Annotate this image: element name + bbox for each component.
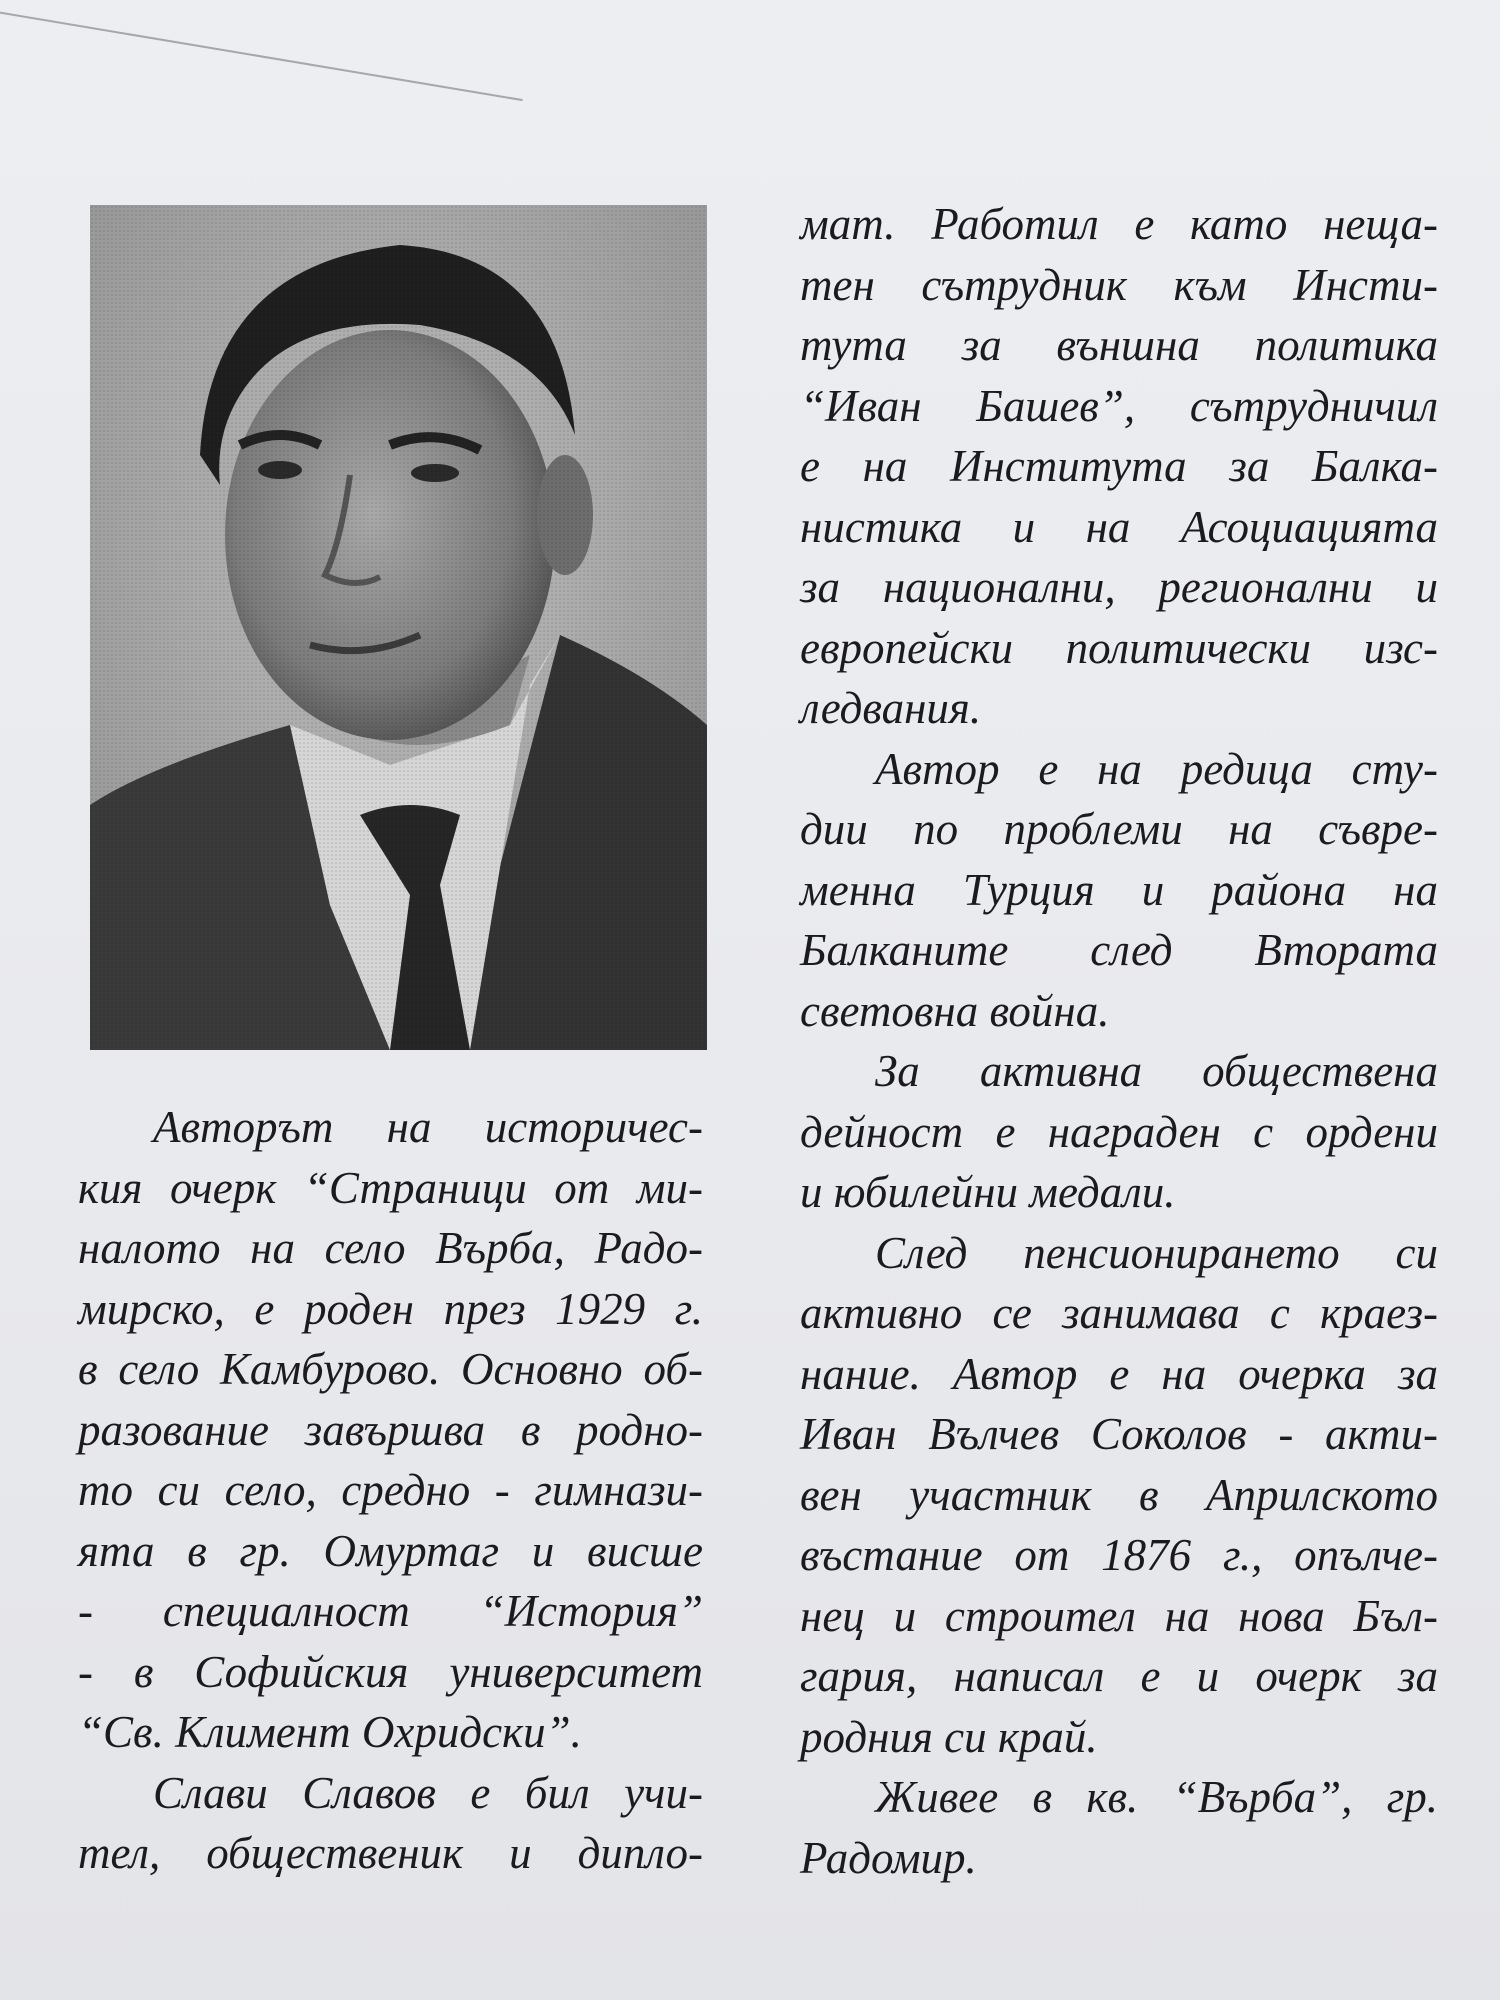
text-line: “Иван Башев”, сътрудничил xyxy=(800,380,1438,431)
text-line: кия очерк “Страници от ми- xyxy=(78,1162,703,1213)
text-line: нание. Автор е на очерка за xyxy=(800,1348,1438,1399)
text-line: тел, общественик и дипло- xyxy=(78,1828,703,1878)
text-line: за национални, регионални и xyxy=(800,562,1438,612)
text-line: ледвания. xyxy=(800,683,982,733)
text-line: След пенсионирането си xyxy=(875,1227,1438,1278)
text-line: тен сътрудник към Инсти- xyxy=(800,259,1438,310)
text-line: - специалност “История” xyxy=(78,1586,703,1636)
text-line: мат. Работил е като неща- xyxy=(800,199,1438,249)
left-text-column xyxy=(78,1097,703,1884)
author-portrait-photo xyxy=(90,205,707,1050)
text-line: налото на село Върба, Радо- xyxy=(78,1223,703,1273)
text-line: дии по проблеми на съвре- xyxy=(800,804,1438,854)
text-line: европейски политически изс- xyxy=(800,622,1438,673)
text-line: “Св. Климент Охридски”. xyxy=(78,1707,582,1757)
text-line: - в Софийския университет xyxy=(78,1646,703,1697)
text-line: родния си край. xyxy=(800,1711,1098,1762)
text-line: ята в гр. Омуртаг и висше xyxy=(78,1525,703,1576)
text-line: За активна обществена xyxy=(875,1046,1438,1096)
text-line: и юбилейни медали. xyxy=(800,1167,1176,1217)
text-line: Слави Славов е бил учи- xyxy=(153,1767,703,1818)
paper-crease xyxy=(0,10,523,101)
text-line: вен участник в Априлското xyxy=(800,1469,1438,1520)
text-line: Живее в кв. “Върба”, гр. xyxy=(875,1772,1438,1822)
text-line: нистика и на Асоциацията xyxy=(800,501,1438,552)
text-line: гария, написал е и очерк за xyxy=(800,1651,1438,1701)
text-line: разование завършва в родно- xyxy=(78,1404,703,1455)
text-line: Автор е на редица сту- xyxy=(875,743,1438,794)
text-line: е на Института за Балка- xyxy=(800,441,1438,491)
text-line: Иван Вълчев Соколов - акти- xyxy=(800,1409,1438,1459)
text-line: световна война. xyxy=(800,985,1110,1036)
text-line: тута за външна политика xyxy=(800,320,1438,370)
text-line: Балканите след Втората xyxy=(800,925,1438,975)
text-line: то си село, средно - гимнази- xyxy=(78,1465,703,1515)
text-line: Радомир. xyxy=(800,1832,977,1883)
text-line: мирско, е роден през 1929 г. xyxy=(78,1283,703,1334)
text-line: въстание от 1876 г., опълче- xyxy=(800,1530,1438,1580)
text-line: нец и строител на нова Бъл- xyxy=(800,1590,1438,1641)
text-line: менна Турция и района на xyxy=(800,864,1438,915)
text-line: в село Камбурово. Основно об- xyxy=(78,1344,703,1394)
text-line: Авторът на историчес- xyxy=(153,1102,703,1152)
text-line: дейност е награден с ордени xyxy=(800,1106,1438,1157)
text-line: активно се занимава с краез- xyxy=(800,1288,1438,1338)
right-text-column xyxy=(800,194,1438,1888)
